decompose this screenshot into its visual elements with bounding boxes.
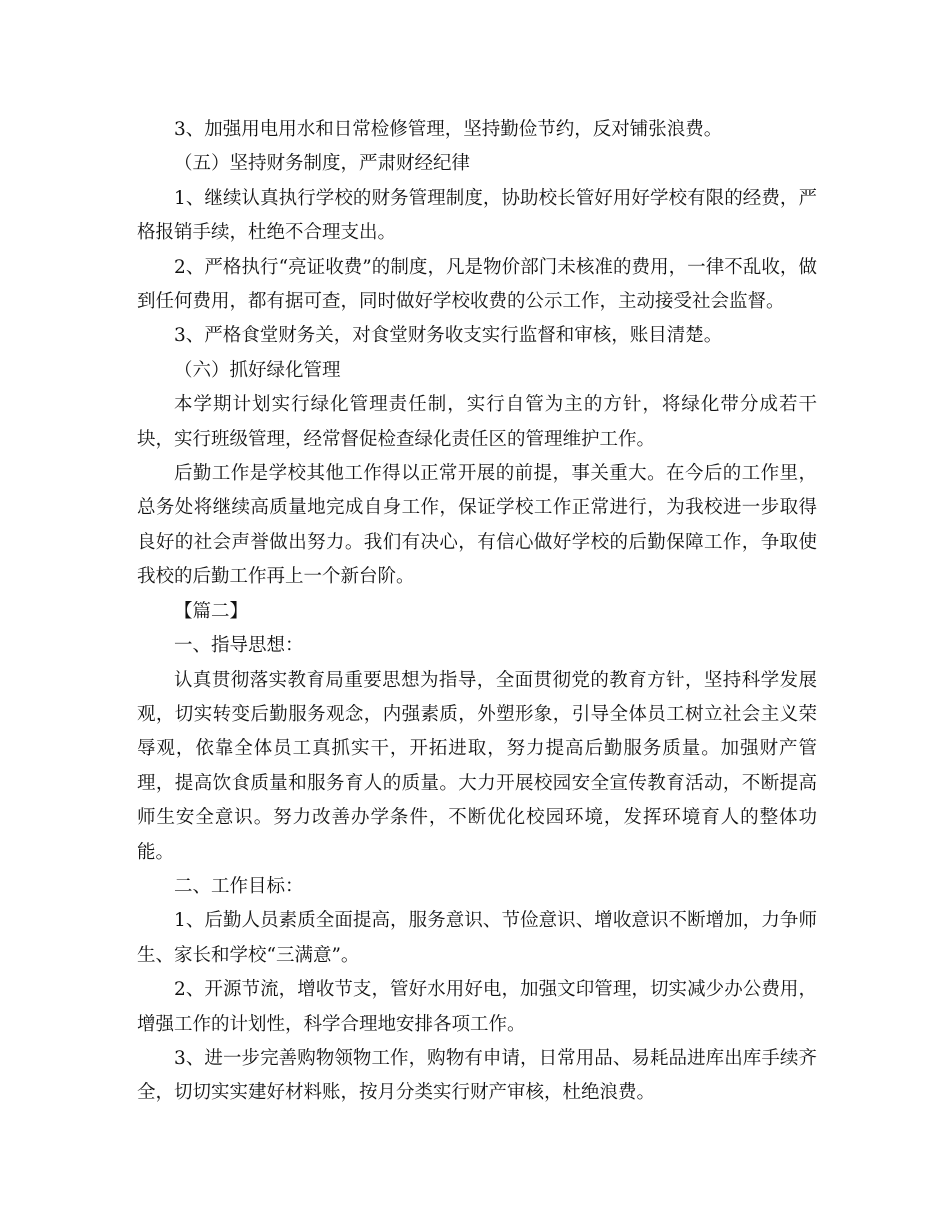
paragraph-goal-staff-quality: 1、后勤人员素质全面提高，服务意识、节俭意识、增收意识不断增加，力争师生、家长和学校“三满意”。 — [137, 910, 817, 966]
paragraph-electricity-water: 3、加强用电用水和日常检修管理，坚持勤俭节约，反对铺张浪费。 — [174, 119, 723, 140]
section-heading-work-goals: 二、工作目标： — [174, 875, 304, 897]
paragraph-logistics-summary: 后勤工作是学校其他工作得以正常开展的前提，事关重大。在今后的工作里，总务处将继续高质量地完成自身工作，保证学校工作正常进行，为我校进一步取得良好的社会声誉做出努力。我们有决心，有信心做好学校的后勤保障工作，争取使我校的后勤工作再上一个新台阶。 — [137, 463, 817, 588]
part-heading-two: 【篇二】 — [174, 600, 249, 622]
paragraph-goal-procurement: 3、进一步完善购物领物工作，购物有申请，日常用品、易耗品进库出库手续齐全，切切实实建好材料账，按月分类实行财产审核，杜绝浪费。 — [137, 1047, 817, 1104]
paragraph-canteen-finance: 3、严格食堂财务关，对食堂财务收支实行监督和审核，账目清楚。 — [174, 325, 723, 347]
document-page — [137, 113, 817, 1111]
section-heading-finance: （五）坚持财务制度，严肃财经纪律 — [174, 153, 471, 175]
paragraph-fee-disclosure: 2、严格执行“亮证收费”的制度，凡是物价部门未核准的费用，一律不乱收，做到任何费用，都有据可查，同时做好学校收费的公示工作，主动接受社会监督。 — [137, 256, 817, 313]
paragraph-finance-system: 1、继续认真执行学校的财务管理制度，协助校长管好用好学校有限的经费，严格报销手续，杜绝不合理支出。 — [137, 187, 817, 244]
paragraph-guiding-ideology: 认真贯彻落实教育局重要思想为指导，全面贯彻党的教育方针，坚持科学发展观，切实转变后勤服务观念，内强素质，外塑形象，引导全体员工树立社会主义荣辱观，依靠全体员工真抓实干，开拓进取，努力提高后勤服务质量。加强财产管理，提高饮食质量和服务育人的质量。大力开展校园安全宣传教育活动，不断提高师生安全意识。努力改善办学条件，不断优化校园环境，发挥环境育人的整体功能。 — [137, 669, 817, 863]
section-heading-guiding-ideology: 一、指导思想： — [174, 635, 304, 657]
section-heading-greening: （六）抓好绿化管理 — [174, 359, 341, 381]
paragraph-greening-plan: 本学期计划实行绿化管理责任制，实行自管为主的方针，将绿化带分成若干块，实行班级管理，经常督促检查绿化责任区的管理维护工作。 — [137, 394, 817, 450]
paragraph-goal-cost-saving: 2、开源节流，增收节支，管好水用好电，加强文印管理，切实减少办公费用，增强工作的计划性，科学合理地安排各项工作。 — [137, 979, 817, 1035]
